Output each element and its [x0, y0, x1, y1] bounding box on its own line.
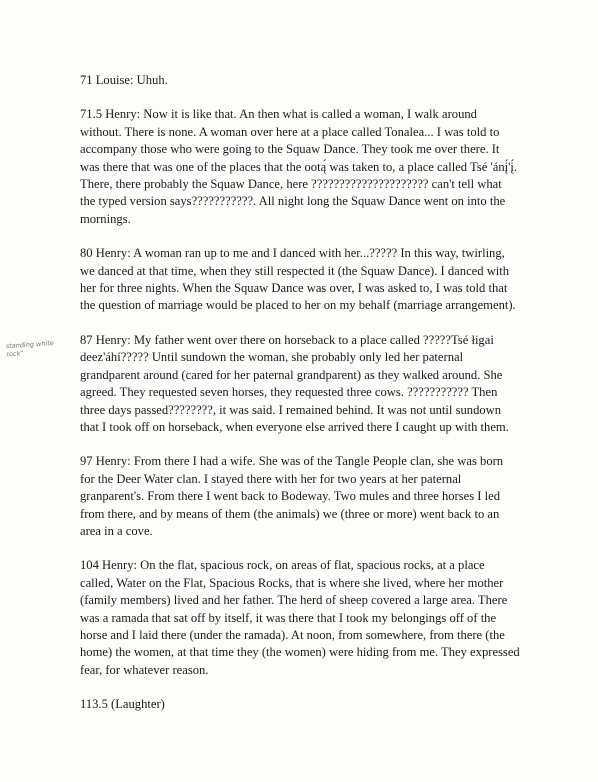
transcript-paragraph-87: 87 Henry: My father went over there on horseback to a place called ?????Tsé łigai deez'áhí????? Until sundown the woman, she probably only led her paternal grandparent around (cared for her paternal grandparent) as they walked around. She agreed. They requested seven horses, they requested three cows. ??????????? Then three days passed????????, it was said. I remained behind. It was not until sundown that I took off on horseback, when everyone else arrived there I caught up with them.	[80, 332, 509, 434]
transcript-paragraph-97: 97 Henry: From there I had a wife. She was of the Tangle People clan, she was born for the Deer Water clan. I stayed there with her for two years at her paternal granparent's. From there I went back to Bodeway. Two mules and three horses I led from there, and by means of them (the animals) we (three or more) went back to an area in a cove.	[80, 454, 504, 538]
transcript-paragraph-104: 104 Henry: On the flat, spacious rock, on areas of flat, spacious rocks, at a place called, Water on the Flat, Spacious Rocks, that is where she lived, where her mother (family members) lived and her father. The herd of sheep covered a large area. There was a ramada that sat off by itself, it was there that I took my belongings off of the horse and I laid there (under the ramada). At noon, from somewhere, from there (the home) the women, at that time they (the women) were hiding from me. They expressed fear, for whatever reason.	[80, 558, 520, 677]
transcript-paragraph-71: 71 Louise: Uhuh.	[80, 73, 168, 87]
handwritten-margin-note: standing white rock"	[5, 338, 55, 359]
transcript-paragraph-113-5: 113.5 (Laughter)	[80, 697, 165, 712]
transcript-paragraph-80: 80 Henry: A woman ran up to me and I danced with her...????? In this way, twirling, we danced at that time, when they still respected it (the Squaw Dance). I danced with her for three nights. When the Squaw Dance was over, I was asked to, I was told that the question of marriage would be placed to her on my behalf (marriage arrangement).	[80, 246, 516, 313]
transcript-paragraph-71-5: 71.5 Henry: Now it is like that. An then what is called a woman, I walk around without. There is none. A woman over here at a place called Tonalea... I was told to accompany those who were going to the Squaw Dance. They took me over there. It was there that was one of the places that the ootą́ was taken to, a place called Tsé 'ánį́'į́. There, there probably the Squaw Dance, here ????????????????????? can't tell what the typed version says???????????. All night long the Squaw Dance went on into the mornings.	[80, 107, 518, 226]
transcript-page	[80, 72, 520, 731]
